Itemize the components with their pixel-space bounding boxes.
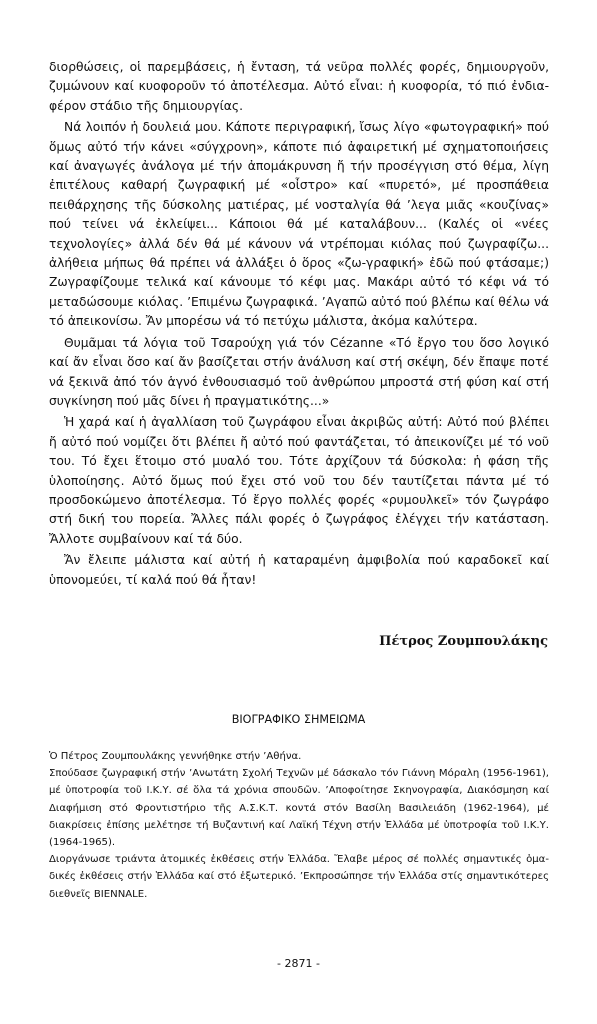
essay-paragraph: Θυμᾶμαι τά λόγια τοῦ Τσαρούχη γιά τόν Cézanne «Τό ἔργο του ὅσο λογικό καί ἄν εἶναι ὅσο καί ἄν βασίζεται στήν ἀνάλυση καί στή σκέψη, δέν ἔπαψε ποτέ νά ξεκινᾶ ἀπό τόν ἁγνό ἐνθουσιασμό τοῦ ἀνθρώπου μπροστά στή φύση καί στή συγκίνηση πού μᾶς δίνει ἡ πραγματικότης...» [49, 335, 549, 408]
page-number: - 2871 - [277, 957, 320, 970]
biography-text [49, 748, 549, 903]
essay-paragraph: διορθώσεις, οἱ παρεμβάσεις, ἡ ἔνταση, τά νεῦρα πολλές φορές, δημιουργοῦν, ζυμώνουν καί κυοφοροῦν τό ἀποτέλεσμα. Αὐτό εἶναι: ἡ κυοφορία, τό πιό ἐνδιαφέρον στάδιο τῆς δημιουργίας. [49, 60, 549, 113]
essay-paragraph: Νά λοιπόν ἡ δουλειά μου. Κάποτε περιγραφική, ἴσως λίγο «φωτογραφική» πού ὅμως αὐτό τήν κάνει «σύγχρονη», κάποτε πιό ἀφαιρετική μέ σχηματοποιήσεις καί ἀναγωγές ἀνάλογα μέ τήν ἀπομάκρυνση ἤ τήν προσέγγιση στό θέμα, λίγη ἐπιτέλους καθαρή ζωγραφική μέ «οἶστρο» καί «πυρετό», μέ προσπάθεια πειθάρχησης τῆς δύσκολης ματιέρας, μέ νοσταλγία θά ’λεγα μιᾶς «κουζίνας» πού τείνει νά ἐκλείψει... Κάποιοι θά μέ καταλάβουν... (Καλές οἱ «νέες τεχνολογίες» ἀλλά δέν θά μέ κάνουν νά ντρέπομαι κιόλας πού ζωγραφίζω... ἀλήθεια μήπως θά πρέπει νά ἀλλάξει ὁ ὅρος «ζω-γραφική» ἐδῶ πού φτάσαμε;) Ζωγραφίζουμε τελικά καί κάνουμε τό κέφι μας. Μακάρι αὐτό τό κέφι νά τό μεταδώσουμε κιόλας. ’Επιμένω ζωγραφικά. ’Αγαπῶ αὐτό πού βλέπω καί θέλω νά τό ἀπεικονίσω. Ἄν μπορέσω νά τό πετύχω μάλιστα, ἀκόμα καλύτερα. [49, 120, 549, 329]
biography-paragraph: Διοργάνωσε τριάντα ἀτομικές ἐκθέσεις στήν Ἑλλάδα. Ἔλαβε μέρος σέ πολλές σημαντικές ὁμαδικές ἐκθέσεις στήν Ἑλλάδα καί στό ἐξωτερικό. ’Εκπροσώπησε τήν Ἑλλάδα στίς σημαντικότερες διεθνεῖς BIENNALE. [49, 854, 549, 900]
biography-paragraph: Σπούδασε ζωγραφική στήν ’Ανωτάτη Σχολή Τεχνῶν μέ δάσκαλο τόν Γιάννη Μόραλη (1956-1961), μέ ὑποτροφία τοῦ Ι.Κ.Υ. σέ ὅλα τά χρόνια σπουδῶν. ’Αποφοίτησε Σκηνογραφία, Διακόσμηση καί Διαφήμιση στό Φροντιστήριο τῆς Α.Σ.Κ.Τ. κοντά στόν Βασίλη Βασιλειάδη (1962-1964), μέ διακρίσεις ἐπίσης μελέτησε τή Βυζαντινή καί Λαϊκή Τέχνη στήν Ἑλλάδα μέ ὑποτροφία τοῦ Ι.Κ.Υ. (1964-1965). [49, 768, 549, 849]
biography-heading: ΒΙΟΓΡΑΦΙΚΟ ΣΗΜΕΙΩΜΑ [231, 713, 366, 726]
essay-text [49, 58, 549, 592]
essay-paragraph: Ἄν ἔλειπε μάλιστα καί αὐτή ἡ καταραμένη ἀμφιβολία πού καραδοκεῖ καί ὑπονομεύει, τί καλά πού θά ἦταν! [49, 553, 549, 587]
author-signature: Πέτρος Ζουμπουλάκης [379, 634, 548, 649]
essay-paragraph: Ἡ χαρά καί ἡ ἀγαλλίαση τοῦ ζωγράφου εἶναι ἀκριβῶς αὐτή: Αὐτό πού βλέπει ἤ αὐτό πού νομίζει ὅτι βλέπει ἤ αὐτό πού φαντάζεται, τό ἀπεικονίζει μέ τό νοῦ του. Τό ἔχει ἕτοιμο στό μυαλό του. Τότε ἀρχίζουν τά δύσκολα: ἡ φάση τῆς ὑλοποίησης. Αὐτό ὅμως πού ἔχει στό νοῦ του δέν ταυτίζεται πάντα μέ τό προσδοκώμενο ἀποτέλεσμα. Τό ἔργο πολλές φορές «ρυμουλκεῖ» τόν ζωγράφο στή δική του πορεία. Ἄλλες πάλι φορές ὁ ζωγράφος ἐλέγχει τήν κατάσταση. Ἄλλοτε συμβαίνουν καί τά δύο. [49, 415, 549, 546]
biography-paragraph: Ὁ Πέτρος Ζουμπουλάκης γεννήθηκε στήν ’Αθήνα. [49, 751, 302, 762]
